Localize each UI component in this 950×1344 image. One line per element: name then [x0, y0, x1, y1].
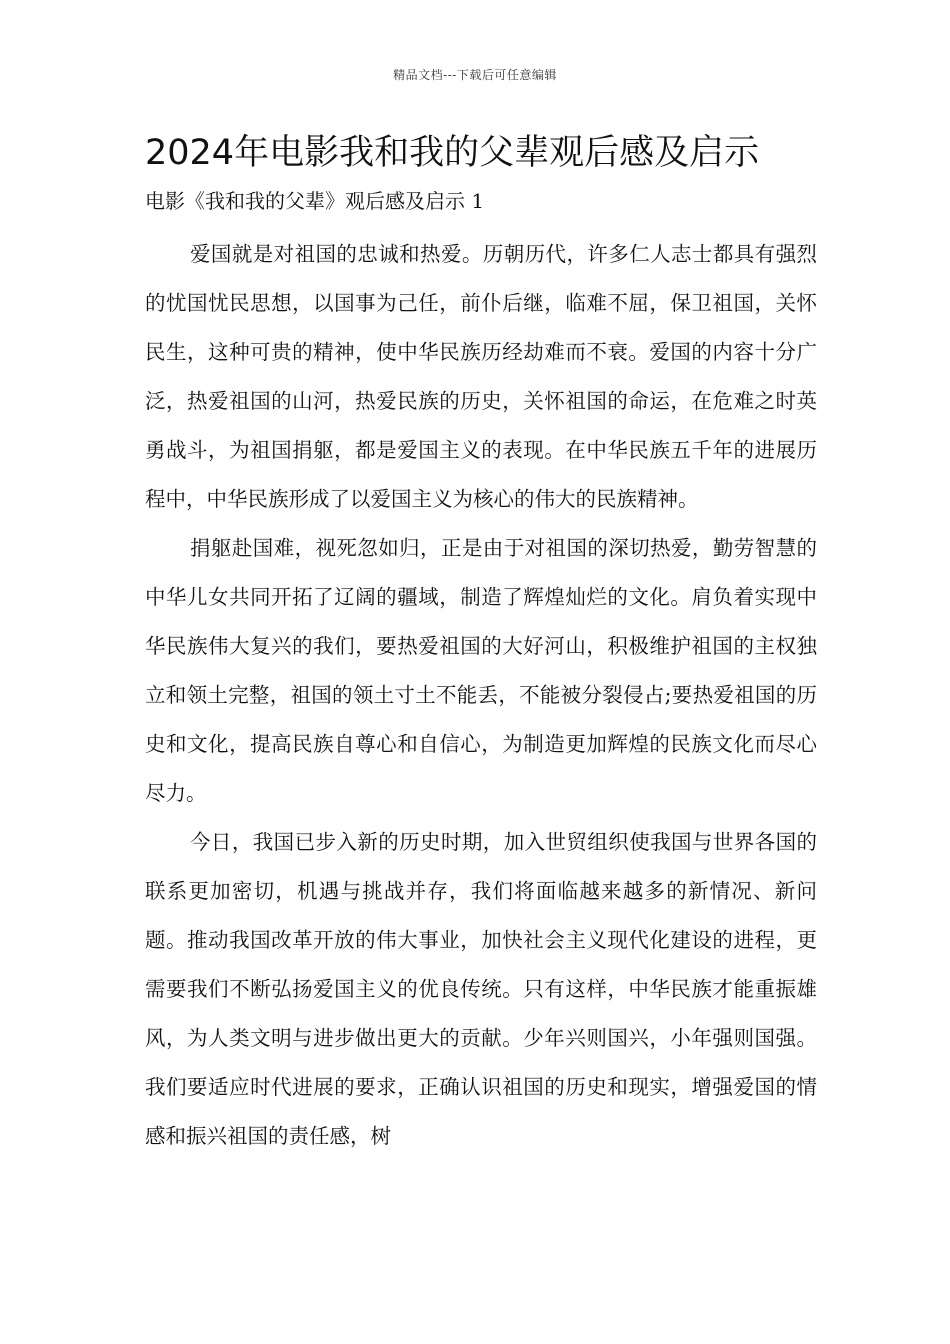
paragraph-2: 捐躯赴国难，视死忽如归，正是由于对祖国的深切热爱，勤劳智慧的中华儿女共同开拓了辽阔的疆域，制造了辉煌灿烂的文化。肩负着实现中华民族伟大复兴的我们，要热爱祖国的大好河山，积极维护祖国的主权独立和领土完整，祖国的领土寸土不能丢，不能被分裂侵占;要热爱祖国的历史和文化，提高民族自尊心和自信心，为制造更加辉煌的民族文化而尽心尽力。	[145, 536, 817, 805]
paragraph-1: 爱国就是对祖国的忠诚和热爱。历朝历代，许多仁人志士都具有强烈的忧国忧民思想，以国事为己任，前仆后继，临难不屈，保卫祖国，关怀民生，这种可贵的精神，使中华民族历经劫难而不衰。爱国的内容十分广泛，热爱祖国的山河，热爱民族的历史，关怀祖国的命运，在危难之时英勇战斗，为祖国捐躯，都是爱国主义的表现。在中华民族五千年的进展历程中，中华民族形成了以爱国主义为核心的伟大的民族精神。	[145, 242, 817, 511]
paragraph-3: 今日，我国已步入新的历史时期，加入世贸组织使我国与世界各国的联系更加密切，机遇与挑战并存，我们将面临越来越多的新情况、新问题。推动我国改革开放的伟大事业，加快社会主义现代化建设的进程，更需要我们不断弘扬爱国主义的优良传统。只有这样，中华民族才能重振雄风，为人类文明与进步做出更大的贡献。少年兴则国兴，小年强则国强。我们要适应时代进展的要求，正确认识祖国的历史和现实，增强爱国的情感和振兴祖国的责任感，树	[145, 830, 817, 1148]
header-note: 精品文档---下载后可任意编辑	[393, 68, 557, 82]
section-heading: 电影《我和我的父辈》观后感及启示 1	[145, 189, 485, 213]
document-title: 2024年电影我和我的父辈观后感及启示	[145, 133, 760, 173]
document-body	[145, 230, 817, 1161]
